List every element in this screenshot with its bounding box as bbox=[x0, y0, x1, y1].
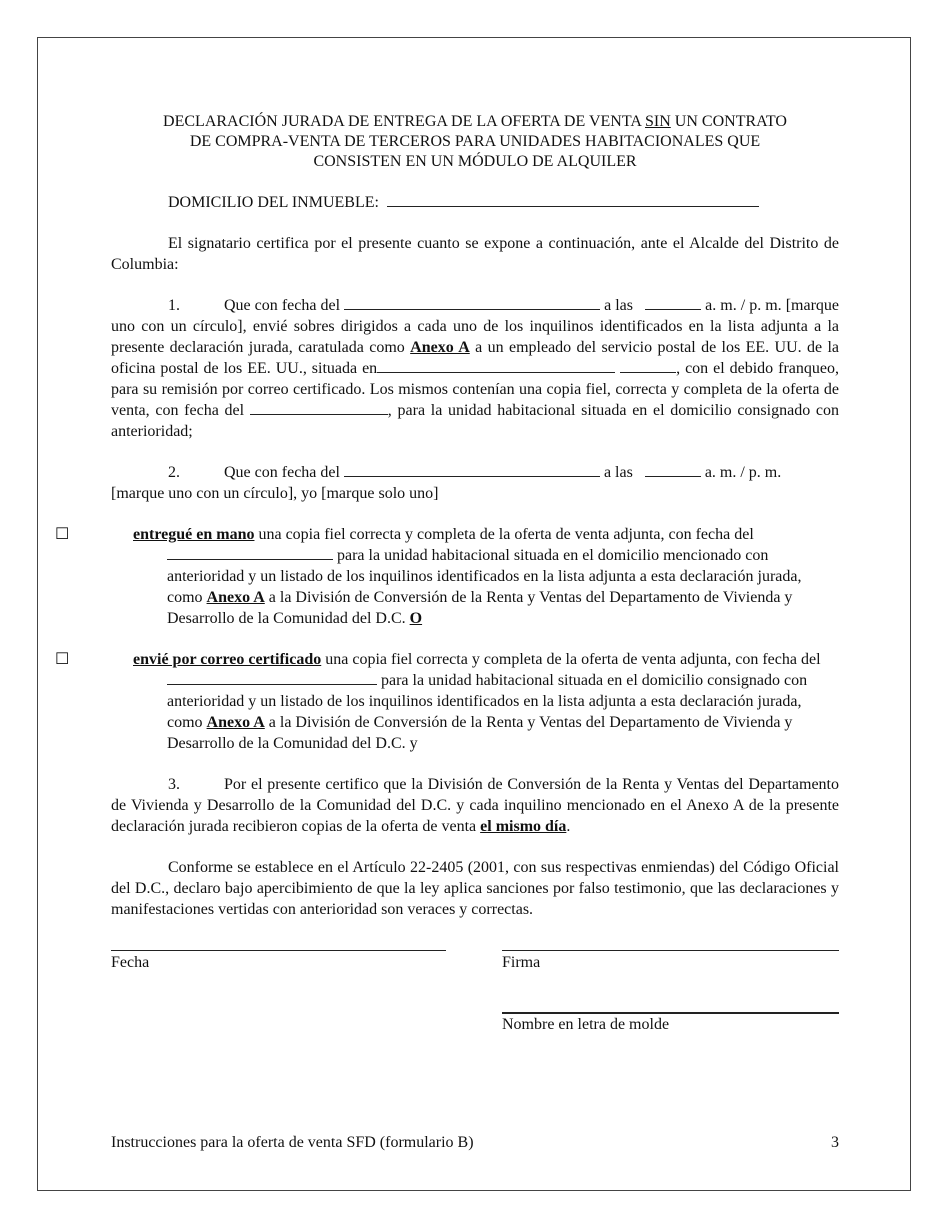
hand-delivered-anexo: Anexo A bbox=[206, 589, 265, 606]
item-3: 3. Por el presente certifico que la División de Conversión de la Renta y Ventas del Departamento de Vivienda y Desarrollo de la Comunidad del D.C. y cada inquilino mencionado en el Anexo A de la presente declaración jurada recibieron copias de la oferta de venta el mismo día. bbox=[111, 776, 839, 835]
item-2: 2. Que con fecha del a las a. m. / p. m. [marque uno con un círculo], yo [marque solo uno] bbox=[111, 464, 782, 502]
title-underlined-word: SIN bbox=[645, 113, 671, 130]
footer-title: Instrucciones para la oferta de venta SFD (formulario B) bbox=[111, 1134, 474, 1151]
intro-paragraph: El signatario certifica por el presente cuanto se expone a continuación, ante el Alcalde del Distrito de Columbia: bbox=[111, 235, 839, 273]
certified-mail-anexo: Anexo A bbox=[206, 714, 265, 731]
item-1-offer-date-field[interactable] bbox=[250, 400, 388, 415]
hand-delivered-checkbox[interactable]: ☐ bbox=[55, 526, 70, 543]
item-1: 1. Que con fecha del a las a. m. / p. m. [marque uno con un círculo], envié sobres dirigidos a cada uno de los inquilinos identificados en la lista adjunta a la presente declaración jurada, caratulada como Anexo A a un empleado del servicio postal de los EE. UU. de la oficina postal de los EE. UU., situada en , con el debido franqueo, para su remisión por correo certificado. Los mismos contenían una copia fiel, correcta y completa de la oferta de venta, con fecha del , para la unidad habitacional situada en el domicilio consignado con anterioridad; bbox=[111, 297, 840, 440]
name-label: Nombre en letra de molde bbox=[502, 1016, 670, 1033]
item-1-post-office-field-cont[interactable] bbox=[620, 358, 676, 373]
certified-mail-label: envié por correo certificado bbox=[133, 651, 322, 668]
option-hand-delivered: ☐ entregué en mano una copia fiel correcta y completa de la oferta de venta adjunta, con fecha del para la unidad habitacional situada en el domicilio mencionado con anterioridad y un listado de los inquilinos identificados en la lista adjunta a esta declaración jurada, como Anexo A a la División de Conversión de la Renta y Ventas del Departamento de Vivienda y Desarrollo de la Comunidad del D.C. O bbox=[55, 526, 802, 627]
item-2-date-field[interactable] bbox=[344, 462, 600, 477]
signature-label: Firma bbox=[502, 954, 541, 971]
hand-delivered-label: entregué en mano bbox=[133, 526, 255, 543]
signature-line[interactable] bbox=[502, 950, 839, 951]
page-footer bbox=[111, 1134, 839, 1152]
option-certified-mail: ☐ envié por correo certificado una copia fiel correcta y completa de la oferta de venta adjunta, con fecha del para la unidad habitacional situada en el domicilio consignado con anterioridad y un listado de los inquilinos identificados en la lista adjunta a esta declaración jurada, como Anexo A a la División de Conversión de la Renta y Ventas del Departamento de Vivienda y Desarrollo de la Comunidad del D.C. y bbox=[55, 651, 821, 752]
page-number: 3 bbox=[831, 1134, 839, 1151]
item-1-post-office-field[interactable] bbox=[377, 358, 615, 373]
item-1-anexo: Anexo A bbox=[410, 339, 470, 356]
hand-delivered-date-field[interactable] bbox=[167, 545, 333, 560]
item-1-date-field[interactable] bbox=[344, 295, 600, 310]
item-2-time-field[interactable] bbox=[645, 462, 701, 477]
name-line[interactable] bbox=[502, 1012, 839, 1014]
same-day-emphasis: el mismo día bbox=[480, 818, 567, 835]
address-label: DOMICILIO DEL INMUEBLE: bbox=[168, 194, 379, 211]
item-2-number: 2. bbox=[168, 464, 180, 481]
item-1-number: 1. bbox=[168, 297, 180, 314]
or-label: O bbox=[409, 610, 423, 627]
document-title: DECLARACIÓN JURADA DE ENTREGA DE LA OFERTA DE VENTA SIN UN CONTRATO DE COMPRA-VENTA DE TERCEROS PARA UNIDADES HABITACIONALES QUE CONSISTEN EN UN MÓDULO DE ALQUILER bbox=[111, 112, 839, 172]
certified-mail-checkbox[interactable]: ☐ bbox=[55, 651, 70, 668]
date-label: Fecha bbox=[111, 954, 150, 971]
property-address-row bbox=[111, 192, 839, 213]
certified-mail-date-field[interactable] bbox=[167, 670, 377, 685]
document-body bbox=[55, 112, 840, 920]
signature-block bbox=[111, 950, 839, 1040]
address-field[interactable] bbox=[387, 192, 759, 207]
title-line-2: DE COMPRA-VENTA DE TERCEROS PARA UNIDADES HABITACIONALES QUE bbox=[189, 133, 761, 150]
closing-paragraph: Conforme se establece en el Artículo 22-2405 (2001, con sus respectivas enmiendas) del Código Oficial del D.C., declaro bajo apercibimiento de que la ley aplica sanciones por falso testimonio, que las declaraciones y manifestaciones vertidas con anterioridad son veraces y correctas. bbox=[111, 859, 839, 918]
item-3-number: 3. bbox=[168, 776, 180, 793]
date-line[interactable] bbox=[111, 950, 446, 951]
item-1-time-field[interactable] bbox=[645, 295, 701, 310]
title-line-3: CONSISTEN EN UN MÓDULO DE ALQUILER bbox=[313, 153, 637, 170]
